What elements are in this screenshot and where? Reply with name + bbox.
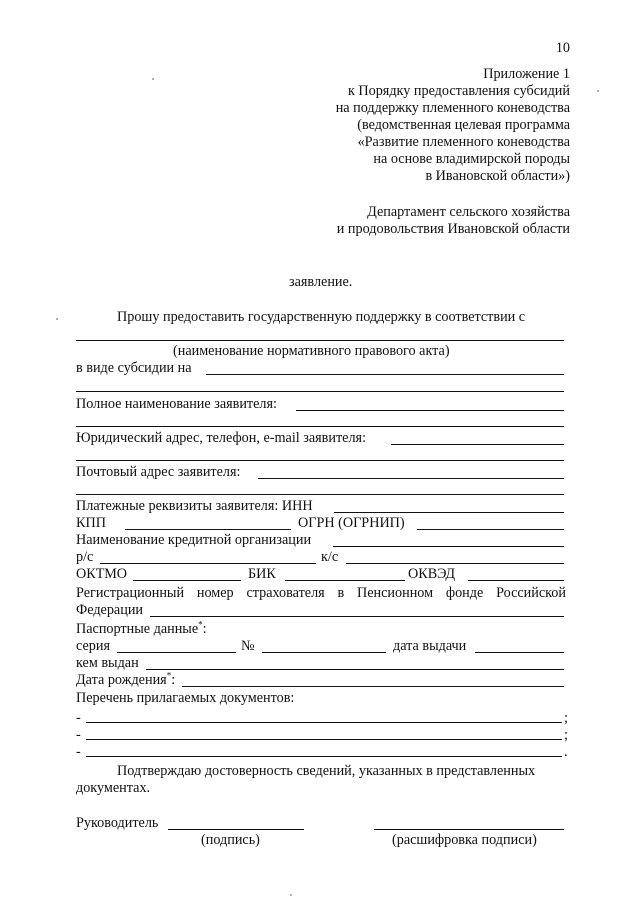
issued-by-line[interactable] (146, 669, 564, 670)
list-semicolon: ; (564, 710, 568, 726)
bik-line[interactable] (285, 580, 405, 581)
footnote-mark: * (198, 619, 203, 630)
number-label: № (241, 638, 255, 654)
document-line-1[interactable] (86, 722, 562, 723)
appendix-line: к Порядку предоставления субсидий (347, 83, 570, 99)
series-label: серия (76, 638, 110, 654)
decode-caption: (расшифровка подписи) (392, 832, 537, 848)
postal-address-line-2[interactable] (76, 494, 564, 495)
series-line[interactable] (117, 652, 236, 653)
list-dash: - (76, 710, 81, 726)
full-name-line[interactable] (296, 410, 564, 411)
signature-caption: (подпись) (201, 832, 260, 848)
list-semicolon: ; (564, 727, 568, 743)
postal-address-label: Почтовый адрес заявителя: (76, 464, 241, 480)
subsidy-label: в виде субсидии на (76, 360, 192, 376)
list-dash: - (76, 744, 81, 760)
footnote-mark: * (166, 670, 172, 681)
issue-date-line[interactable] (475, 652, 564, 653)
confirmation-text-2: документах. (76, 780, 151, 796)
document-line-3[interactable] (86, 756, 562, 757)
legal-address-line[interactable] (391, 444, 564, 445)
bank-line[interactable] (333, 546, 564, 547)
legal-act-caption: (наименование нормативного правового акта) (173, 343, 450, 359)
scan-speck (290, 894, 292, 896)
full-name-label: Полное наименование заявителя: (76, 396, 277, 412)
birth-date-label: Дата рождения*: (76, 670, 176, 688)
scan-speck (56, 318, 58, 320)
addressee-line: Департамент сельского хозяйства (367, 204, 570, 220)
legal-act-line[interactable] (76, 340, 564, 341)
appendix-line: «Развитие племенного коневодства (357, 134, 570, 150)
oktmo-label: ОКТМО (76, 566, 128, 582)
intro-text: Прошу предоставить государственную поддержку в соответствии с (117, 309, 526, 325)
passport-label: Паспортные данные*: (76, 619, 207, 637)
pension-label: Регистрационный номер страхователя в Пенсионном фонде Российской (76, 585, 566, 601)
ks-line[interactable] (346, 563, 564, 564)
issue-date-label: дата выдачи (393, 638, 467, 654)
okved-label: ОКВЭД (408, 566, 456, 582)
signature-line[interactable] (168, 829, 304, 830)
bank-label: Наименование кредитной организации (76, 532, 312, 548)
kpp-label: КПП (76, 515, 106, 531)
okved-line[interactable] (468, 580, 564, 581)
addressee-line: и продовольствия Ивановской области (336, 221, 570, 237)
appendix-line: на поддержку племенного коневодства (335, 100, 570, 116)
oktmo-line[interactable] (133, 580, 241, 581)
issued-by-label: кем выдан (76, 655, 139, 671)
bik-label: БИК (248, 566, 276, 582)
scan-speck (152, 78, 154, 80)
documents-label: Перечень прилагаемых документов: (76, 690, 295, 706)
pension-number-line[interactable] (150, 616, 564, 617)
rs-label: р/с (76, 549, 94, 565)
birth-date-line[interactable] (182, 686, 564, 687)
ks-label: к/с (321, 549, 339, 565)
legal-address-line-2[interactable] (76, 460, 564, 461)
list-dash: - (76, 727, 81, 743)
rs-line[interactable] (100, 563, 316, 564)
page-number: 10 (555, 40, 570, 56)
pension-label-2: Федерации (76, 602, 144, 618)
inn-label: Платежные реквизиты заявителя: ИНН (76, 498, 313, 514)
legal-address-label: Юридический адрес, телефон, e-mail заявителя: (76, 430, 367, 446)
full-name-line-2[interactable] (76, 426, 564, 427)
ogrn-line[interactable] (417, 529, 564, 530)
ogrn-label: ОГРН (ОГРНИП) (298, 515, 405, 531)
subsidy-line-2[interactable] (76, 391, 564, 392)
postal-address-line[interactable] (258, 478, 564, 479)
kpp-line[interactable] (125, 529, 291, 530)
scan-speck (597, 90, 599, 92)
head-label: Руководитель (76, 815, 159, 831)
document-title: заявление. (289, 274, 353, 290)
number-line[interactable] (262, 652, 386, 653)
confirmation-text: Подтверждаю достоверность сведений, указанных в представленных (117, 763, 536, 779)
appendix-line: в Ивановской области») (425, 168, 570, 184)
inn-line[interactable] (334, 512, 564, 513)
subsidy-line[interactable] (206, 374, 564, 375)
appendix-line: (ведомственная целевая программа (357, 117, 570, 133)
list-period: . (564, 744, 568, 760)
document-line-2[interactable] (86, 739, 562, 740)
signature-decode-line[interactable] (374, 829, 564, 830)
appendix-title: Приложение 1 (483, 66, 570, 82)
appendix-line: на основе владимирской породы (373, 151, 570, 167)
